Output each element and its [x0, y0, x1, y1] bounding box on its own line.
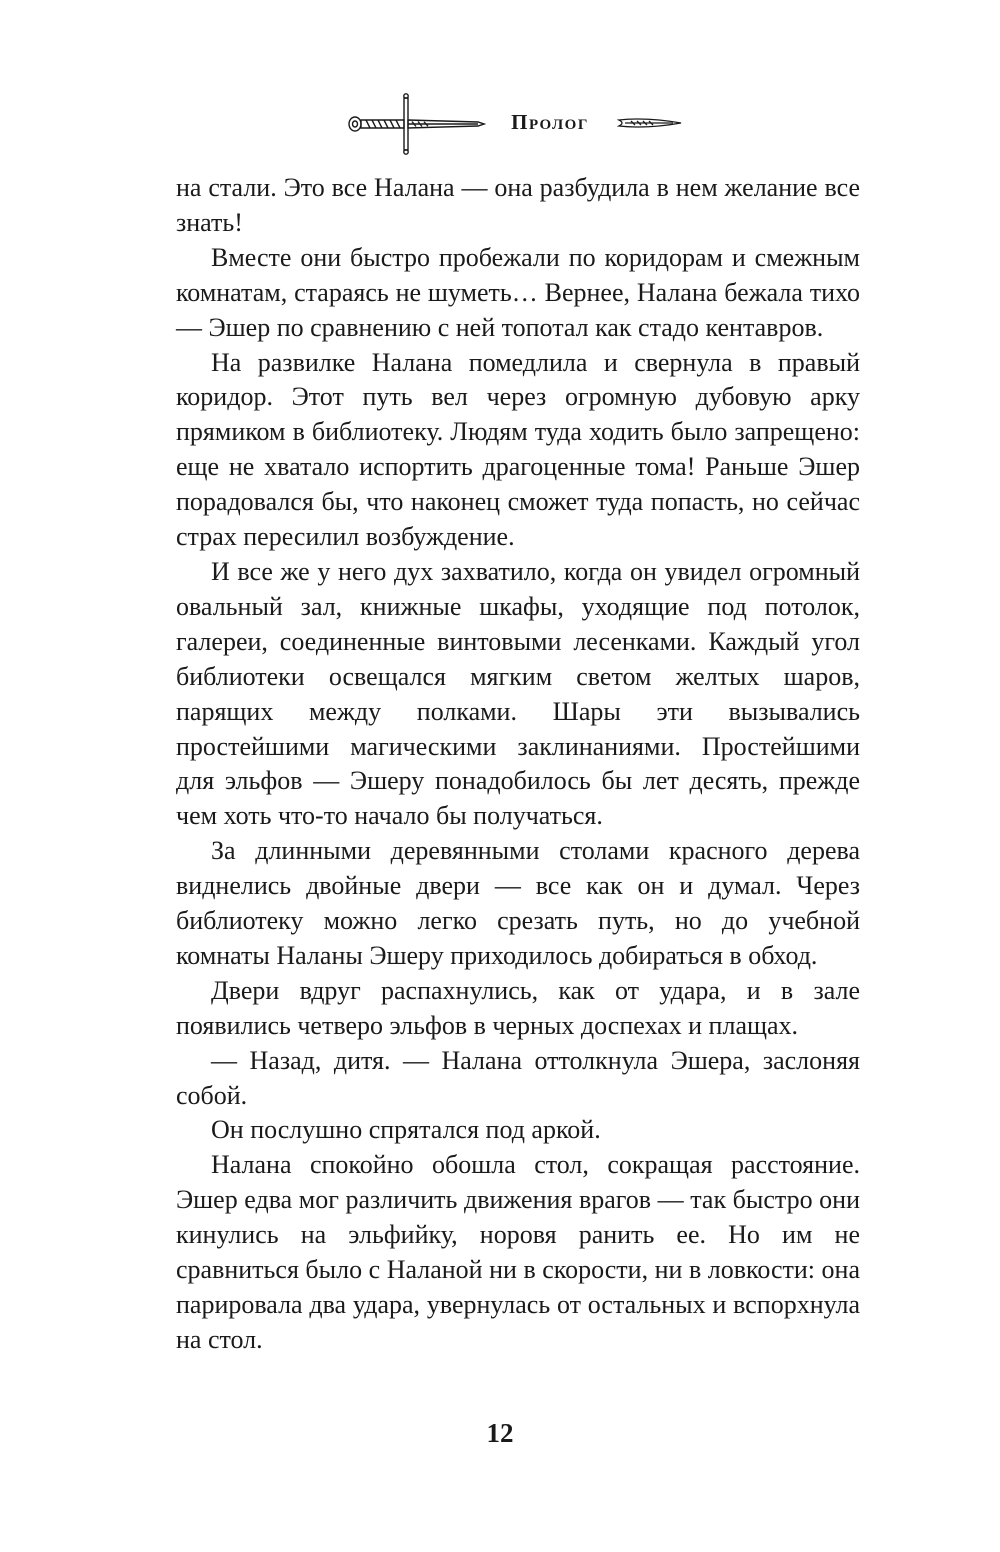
paragraph: И все же у него дух захватило, когда он увидел огромный овальный зал, книжные шкафы, уходящие под потолок, галереи, соединенные винтовыми лесенками. Каждый угол библиотеки освещался мягким светом желтых шаров, парящих между полками. Шары эти вызывались простейшими магическими заклинаниями. Простейшими для эльфов — Эшеру понадобилось бы лет десять, прежде чем хоть что-то начало бы получаться.	[176, 556, 860, 831]
chapter-title: Пролог	[511, 110, 589, 134]
paragraph: Двери вдруг распахнулись, как от удара, и в зале появились четверо эльфов в черных доспехах и плащах.	[176, 975, 860, 1040]
paragraph: Он послушно спрятался под аркой.	[211, 1115, 601, 1145]
blade-icon	[617, 116, 683, 130]
body-text	[176, 171, 860, 1358]
page-number: 12	[486, 1418, 514, 1448]
paragraph: Налана спокойно обошла стол, сокращая расстояние. Эшер едва мог различить движения врагов — так быстро они кинулись на эльфийку, норовя ранить ее. Но им не сравниться было с Наланой ни в скорости, ни в ловкости: она парировала два удара, увернулась от остальных и вспорхнула на стол.	[176, 1150, 860, 1354]
paragraph: За длинными деревянными столами красного дерева виднелись двойные двери — все как он и думал. Через библиотеку можно легко срезать путь, но до учебной комнаты Наланы Эшеру приходилось добираться в обход.	[176, 836, 860, 970]
running-header	[0, 92, 1000, 156]
paragraph: Вместе они быстро пробежали по коридорам и смежным комнатам, стараясь не шуметь… Вернее, Налана бежала тихо — Эшер по сравнению с ней топотал как стадо кентавров.	[176, 242, 860, 342]
sword-icon	[346, 92, 486, 156]
paragraph: На развилке Налана помедлила и свернула в правый коридор. Этот путь вел через огромную дубовую арку прямиком в библиотеку. Людям туда ходить было запрещено: еще не хватало испортить драгоценные тома! Раньше Эшер порадовался бы, что наконец сможет туда попасть, но сейчас страх пересилил возбуждение.	[176, 347, 860, 552]
paragraph: — Назад, дитя. — Налана оттолкнула Эшера, заслоняя собой.	[176, 1045, 860, 1110]
paragraph: на стали. Это все Налана — она разбудила в нем желание все знать!	[176, 173, 860, 237]
